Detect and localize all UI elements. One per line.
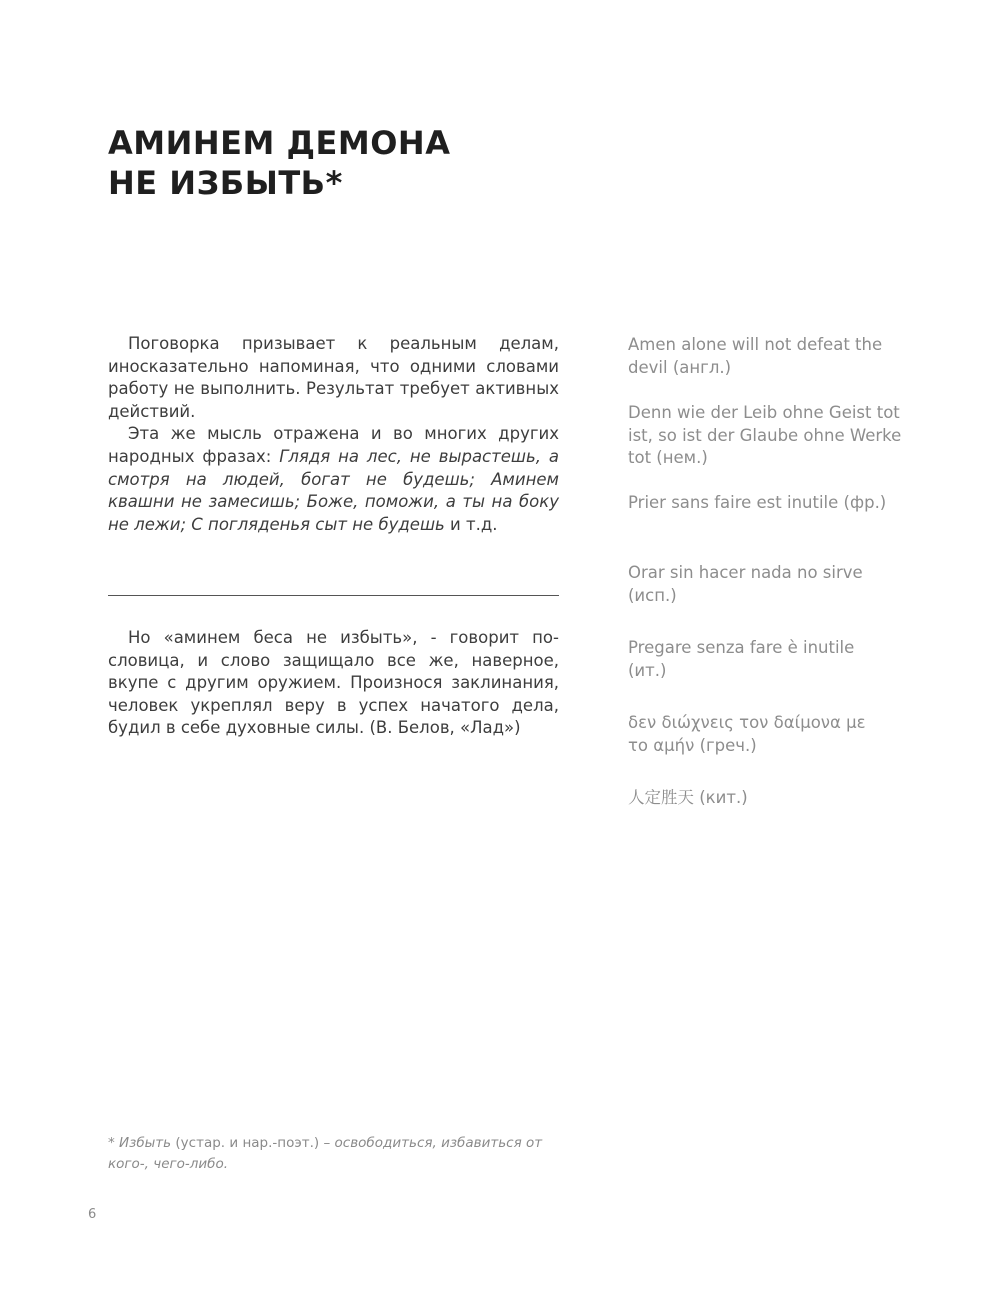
- quote-column: [108, 627, 559, 740]
- paragraph-explanation: Поговорка призывает к реальным делам, иносказательно напоминая, что одними словами работу не выполнить. Результат требует активных действий.: [108, 334, 559, 421]
- examples-proverbs: Глядя на лес, не вырастешь, а смотря на людей, богат не будешь; Аминем квашни не замесишь; Боже, поможи, а ты на боку не лежи; С погляденья сыт не будешь: [108, 446, 559, 534]
- page-title: [108, 123, 450, 203]
- footnote-definition: освободиться, избавиться от кого-, чего-либо.: [108, 1135, 543, 1172]
- translation-french: Prier sans faire est inutile (фр.): [628, 493, 887, 512]
- page-number: 6: [88, 1207, 97, 1222]
- paragraph-examples: [108, 423, 559, 536]
- title-line-2: НЕ ИЗБЫТЬ*: [108, 164, 343, 202]
- translation-italian: Pregare senza fare è inutile (ит.): [628, 638, 855, 680]
- translation-spanish: Orar sin hacer nada no sirve (исп.): [628, 563, 863, 605]
- footnote-note: (устар. и нар.-поэт.) –: [171, 1135, 335, 1151]
- translation-chinese: 人定胜天 (кит.): [628, 788, 748, 807]
- translation-greek: δεν διώχνεις τον δαίμονα με το αμήν (греч.): [628, 713, 866, 755]
- section-divider: [108, 595, 559, 596]
- title-line-1: АМИНЕМ ДЕМОНА: [108, 124, 451, 162]
- translation-german: Denn wie der Leib ohne Geist tot ist, so ist der Glaube ohne Werke tot (нем.): [628, 403, 902, 468]
- main-text-column: [108, 333, 559, 536]
- footnote-term: * Избыть: [108, 1135, 172, 1151]
- paragraph-quote: Но «аминем беса не избыть», - говорит пословица, и слово защищало все же, наверное, вкупе с другим оружием. Произнося заклинания, человек укреплял веру в успех начатого дела, будил в себе духовные силы. (В. Белов, «Лад»): [108, 628, 559, 738]
- examples-end: и т.д.: [444, 514, 498, 534]
- footnote: [108, 1133, 568, 1175]
- translation-english: Amen alone will not defeat the devil (англ.): [628, 335, 883, 377]
- examples-intro: Эта же мысль отражена и во многих других народных фразах:: [108, 424, 559, 466]
